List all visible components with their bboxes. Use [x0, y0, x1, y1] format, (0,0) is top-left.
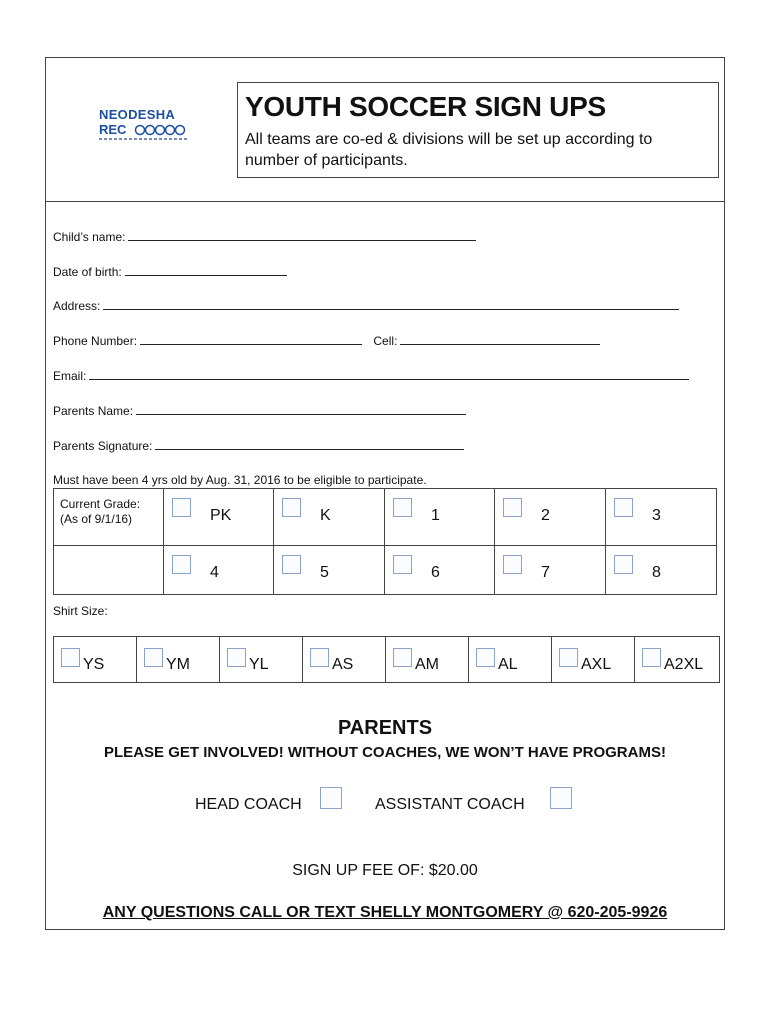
grade-option-label: 2 [541, 507, 550, 524]
shirt-size-row [54, 637, 720, 683]
shirt-option-am[interactable] [386, 637, 469, 683]
child-name-input-line[interactable] [128, 230, 476, 241]
dob-input-line[interactable] [125, 265, 287, 276]
grade-table [53, 488, 717, 595]
header-divider [46, 201, 724, 202]
grade-row-1 [54, 489, 717, 546]
grade-option-6[interactable] [385, 546, 495, 595]
shirt-checkbox[interactable] [393, 648, 412, 667]
grade-option-5[interactable] [274, 546, 385, 595]
address-input-line[interactable] [103, 299, 679, 310]
logo-tagline [99, 138, 189, 140]
grade-checkbox[interactable] [503, 498, 522, 517]
cell-input-line[interactable] [400, 334, 600, 345]
parents-heading: PARENTS [337, 717, 433, 739]
head-coach-checkbox[interactable] [320, 787, 342, 809]
grade-option-3[interactable] [606, 489, 717, 546]
logo-line-1: NEODESHA [99, 107, 176, 122]
parents-signature-label: Parents Signature: [53, 439, 153, 453]
logo-line-2: REC [99, 122, 127, 137]
signup-fee: SIGN UP FEE OF: $20.00 [292, 862, 478, 879]
dob-label: Date of birth: [53, 265, 122, 279]
grade-option-1[interactable] [385, 489, 495, 546]
signup-form [45, 57, 725, 930]
shirt-option-label: YL [249, 656, 269, 673]
child-name-field[interactable] [53, 230, 476, 244]
grade-row-2 [54, 546, 717, 595]
shirt-option-yl[interactable] [220, 637, 303, 683]
child-name-label: Child’s name: [53, 230, 126, 244]
address-label: Address: [53, 299, 101, 313]
email-label: Email: [53, 369, 87, 383]
grade-checkbox[interactable] [282, 555, 301, 574]
shirt-checkbox[interactable] [559, 648, 578, 667]
shirt-option-label: AL [498, 656, 518, 673]
shirt-option-label: AM [415, 656, 439, 673]
parents-name-label: Parents Name: [53, 404, 134, 418]
dob-field[interactable] [53, 265, 287, 279]
shirt-size-label: Shirt Size: [53, 604, 108, 618]
neodesha-rec-logo [99, 107, 191, 147]
shirt-option-ys[interactable] [54, 637, 137, 683]
shirt-checkbox[interactable] [310, 648, 329, 667]
grade-label-line-1: Current Grade: [60, 497, 141, 511]
page-subtitle: All teams are co-ed & divisions will be set up according to number of participants. [245, 131, 653, 169]
shirt-checkbox[interactable] [476, 648, 495, 667]
shirt-option-ym[interactable] [137, 637, 220, 683]
phone-field[interactable] [53, 334, 600, 348]
grade-option-k[interactable] [274, 489, 385, 546]
grade-label-line-2: (As of 9/1/16) [60, 512, 133, 526]
parents-signature-input-line[interactable] [155, 439, 464, 450]
grade-option-label: 3 [652, 507, 661, 524]
address-field[interactable] [53, 299, 679, 313]
title-box [237, 82, 719, 178]
grade-checkbox[interactable] [172, 555, 191, 574]
shirt-size-table [53, 636, 720, 683]
grade-option-pk[interactable] [164, 489, 274, 546]
grade-label [54, 489, 164, 546]
grade-option-label: K [320, 507, 331, 524]
shirt-option-as[interactable] [303, 637, 386, 683]
assistant-coach-checkbox[interactable] [550, 787, 572, 809]
grade-checkbox[interactable] [393, 555, 412, 574]
cell-label: Cell: [373, 334, 398, 348]
shirt-option-label: A2XL [664, 656, 704, 673]
grade-option-label: PK [210, 507, 232, 524]
parents-signature-field[interactable] [53, 439, 464, 453]
shirt-option-label: AS [332, 656, 354, 673]
email-field[interactable] [53, 369, 689, 383]
email-input-line[interactable] [89, 369, 689, 380]
shirt-option-label: YM [166, 656, 190, 673]
grade-option-8[interactable] [606, 546, 717, 595]
grade-option-label: 8 [652, 564, 661, 581]
head-coach-option[interactable] [195, 796, 302, 814]
grade-checkbox[interactable] [503, 555, 522, 574]
eligibility-note: Must have been 4 yrs old by Aug. 31, 2016 to be eligible to participate. [53, 473, 427, 487]
grade-option-label: 4 [210, 564, 219, 581]
grade-empty-cell [54, 546, 164, 595]
page-title: YOUTH SOCCER SIGN UPS [245, 91, 606, 122]
shirt-option-label: YS [83, 656, 105, 673]
grade-option-label: 5 [320, 564, 329, 581]
assistant-coach-label: ASSISTANT COACH [375, 796, 525, 813]
parents-name-field[interactable] [53, 404, 466, 418]
grade-checkbox[interactable] [172, 498, 191, 517]
grade-checkbox[interactable] [282, 498, 301, 517]
head-coach-label: HEAD COACH [195, 796, 302, 813]
shirt-option-a2xl[interactable] [635, 637, 720, 683]
grade-option-4[interactable] [164, 546, 274, 595]
shirt-checkbox[interactable] [642, 648, 661, 667]
assistant-coach-option[interactable] [375, 796, 525, 814]
grade-option-label: 1 [431, 507, 440, 524]
phone-input-line[interactable] [140, 334, 362, 345]
shirt-option-label: AXL [581, 656, 612, 673]
grade-option-2[interactable] [495, 489, 606, 546]
shirt-checkbox[interactable] [144, 648, 163, 667]
shirt-option-al[interactable] [469, 637, 552, 683]
grade-checkbox[interactable] [393, 498, 412, 517]
shirt-checkbox[interactable] [61, 648, 80, 667]
shirt-option-axl[interactable] [552, 637, 635, 683]
parents-message: PLEASE GET INVOLVED! WITHOUT COACHES, WE WON’T HAVE PROGRAMS! [104, 744, 666, 761]
grade-checkbox[interactable] [614, 555, 633, 574]
grade-option-7[interactable] [495, 546, 606, 595]
sports-balls-icon [134, 124, 188, 136]
shirt-checkbox[interactable] [227, 648, 246, 667]
parents-name-input-line[interactable] [136, 404, 466, 415]
phone-label: Phone Number: [53, 334, 138, 348]
grade-option-label: 6 [431, 564, 440, 581]
grade-checkbox[interactable] [614, 498, 633, 517]
contact-info: ANY QUESTIONS CALL OR TEXT SHELLY MONTGOMERY @ 620-205-9926 [102, 904, 668, 921]
grade-option-label: 7 [541, 564, 550, 581]
